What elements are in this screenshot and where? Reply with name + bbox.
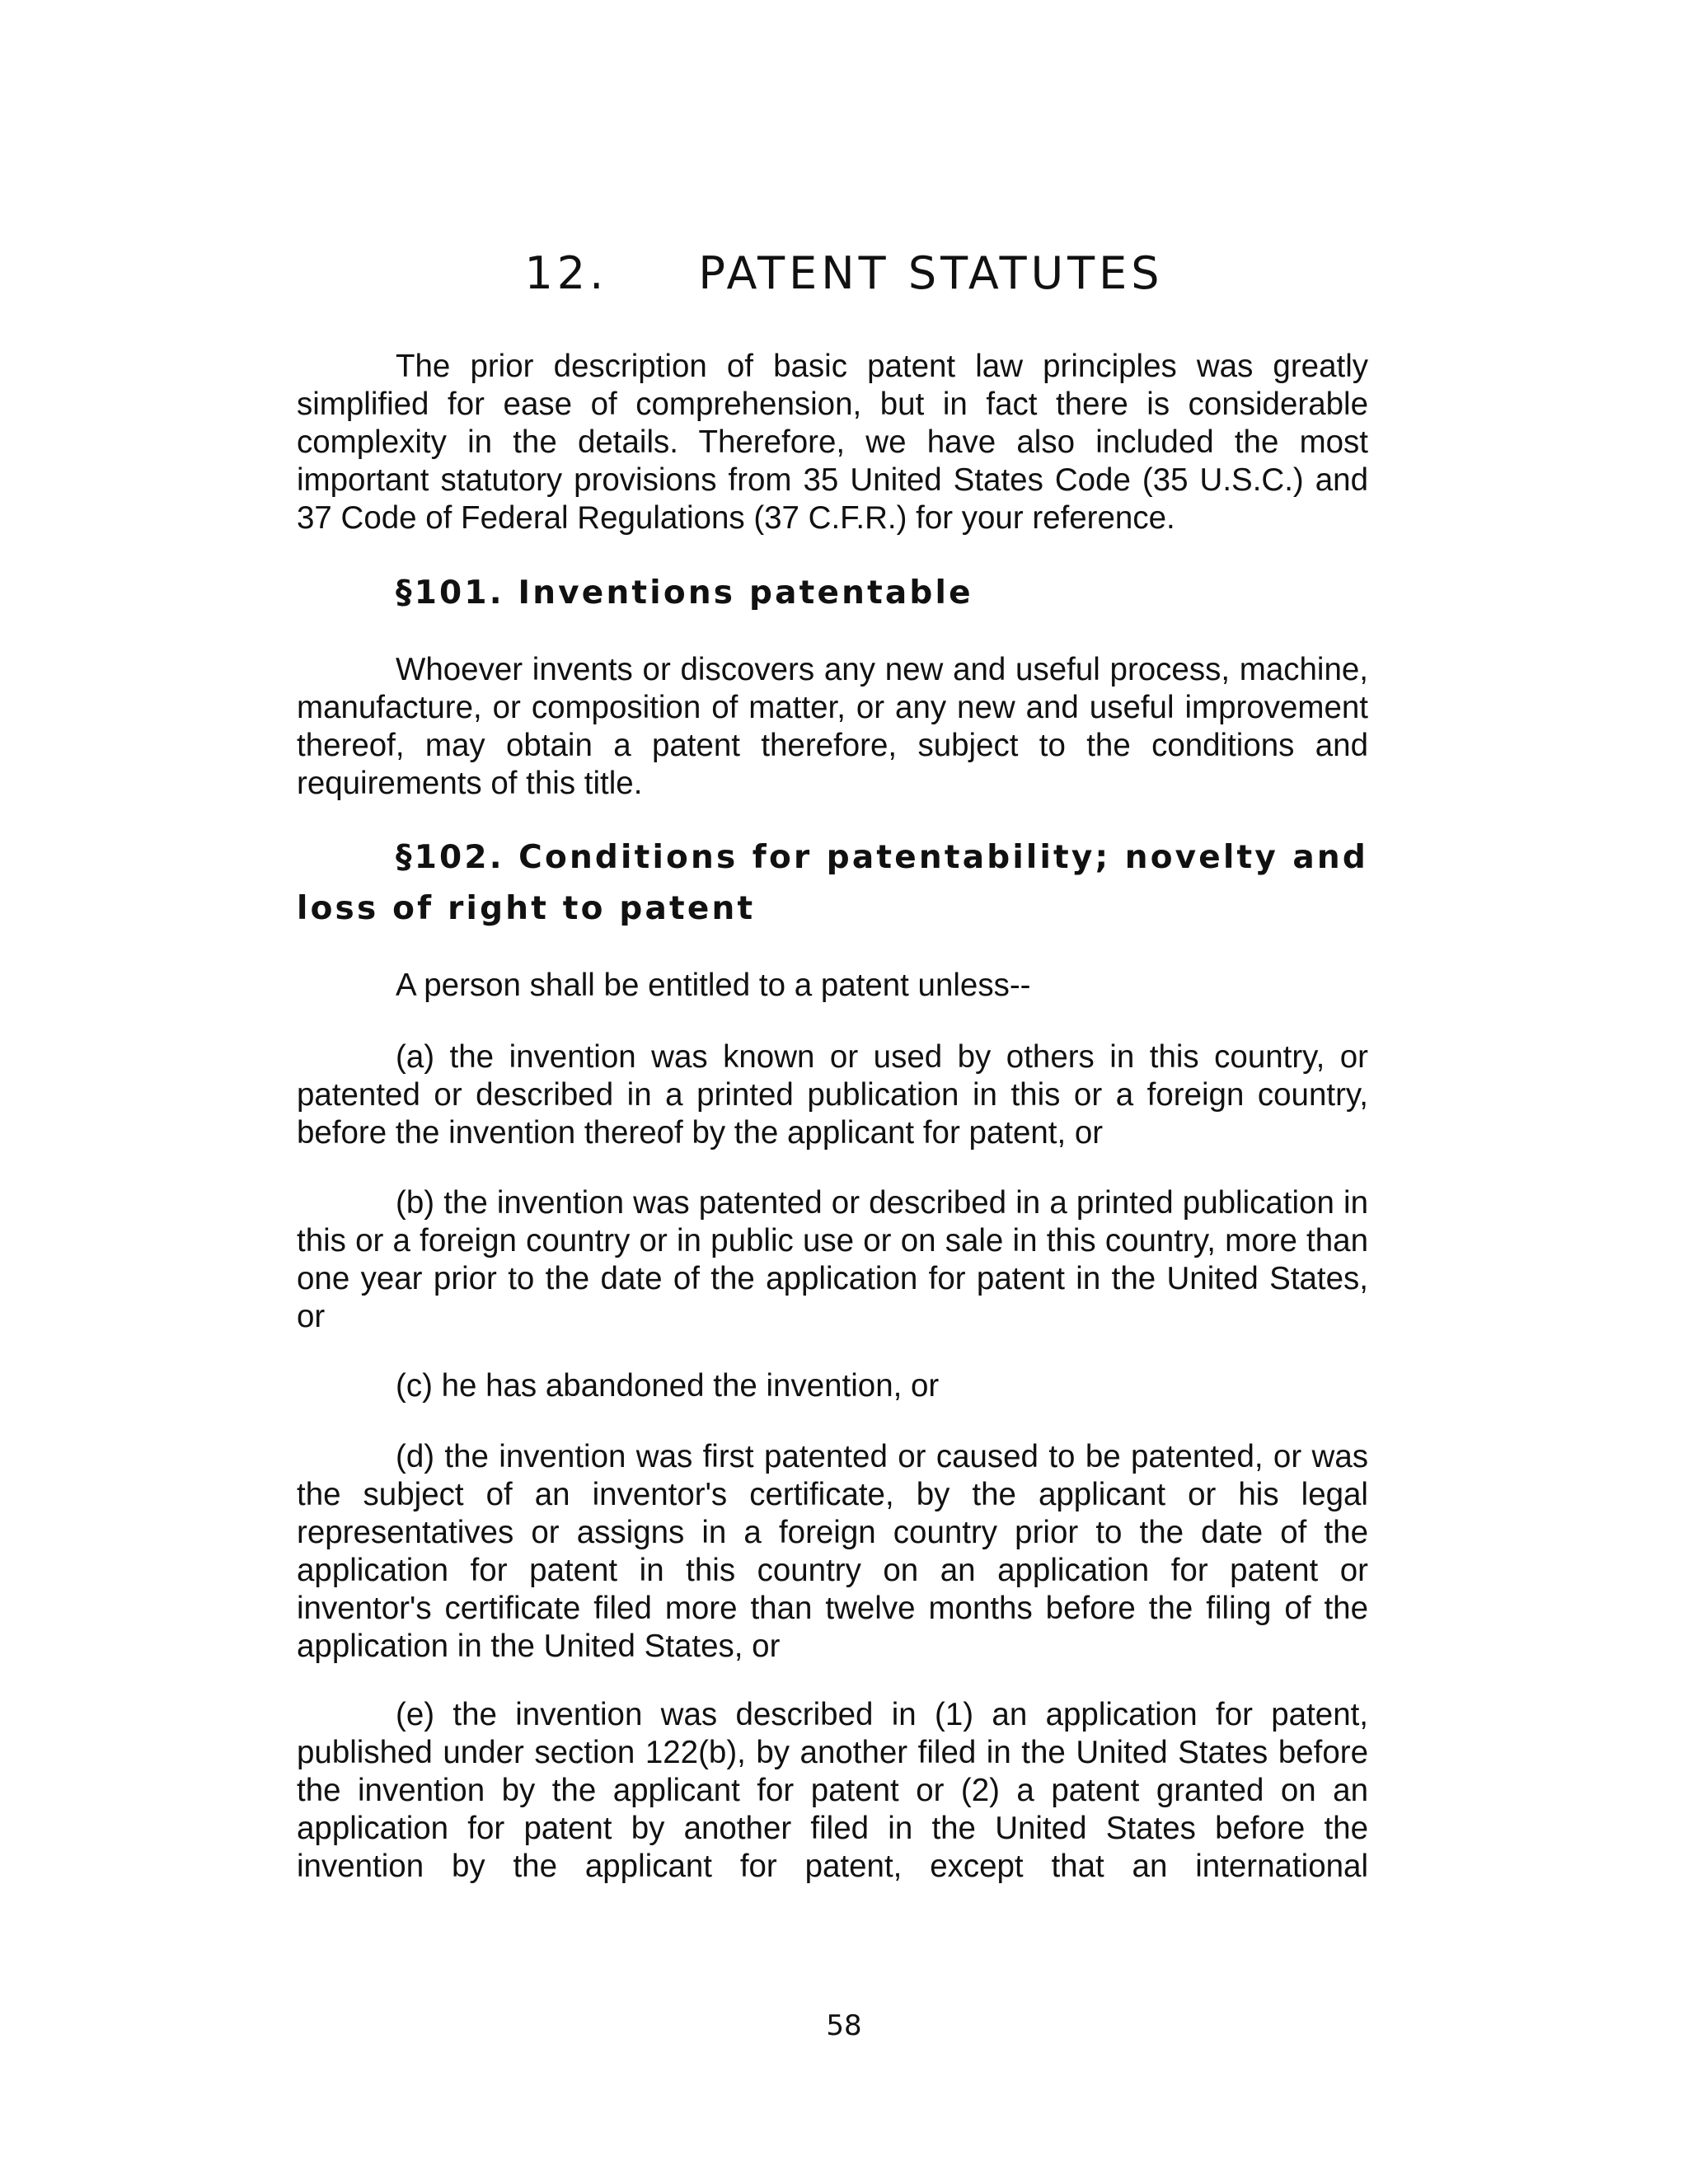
section-102-clause-c: (c) he has abandoned the invention, or bbox=[396, 1368, 940, 1404]
chapter-title-text: PATENT STATUTES bbox=[698, 247, 1164, 299]
intro-paragraph: The prior description of basic patent law principles was greatly simplified for ease of comprehension, but in fact there is considerable complexity in the details. Therefore, we have also included the most important statutory provisions from 35 United States Code (35 U.S.C.) and 37 Code of Federal Regulations (37 C.F.R.) for your reference. bbox=[297, 349, 1368, 536]
section-101-paragraph: Whoever invents or discovers any new and useful process, machine, manufacture, or composition of matter, or any new and useful improvement thereof, may obtain a patent therefore, subject to the conditions and requirements of this title. bbox=[297, 652, 1368, 801]
section-102-clause-a: (a) the invention was known or used by others in this country, or patented or described in a printed publication in this or a foreign country, before the invention thereof by the applicant for patent, or bbox=[297, 1039, 1368, 1151]
section-102-clause-b: (b) the invention was patented or described in a printed publication in this or a foreign country or in public use or on sale in this country, more than one year prior to the date of the application for patent in the United States, or bbox=[297, 1185, 1368, 1334]
page-number: 58 bbox=[826, 2009, 862, 2042]
chapter-title bbox=[0, 247, 1688, 299]
section-102-heading: §102. Conditions for patentability; novelty and loss of right to patent bbox=[297, 839, 1368, 927]
chapter-number: 12. bbox=[524, 247, 608, 299]
section-102-clause-d: (d) the invention was first patented or caused to be patented, or was the subject of an inventor's certificate, by the applicant or his legal representatives or assigns in a foreign country prior to the date of the application for patent in this country on an application for patent or inventor's certificate filed more than twelve months before the filing of the application in the United States, or bbox=[297, 1439, 1368, 1664]
section-102-intro: A person shall be entitled to a patent unless-- bbox=[396, 968, 1031, 1003]
section-101-heading: §101. Inventions patentable bbox=[396, 574, 973, 612]
section-102-clause-e: (e) the invention was described in (1) an application for patent, published under section 122(b), by another filed in the United States before the invention by the applicant for patent or (2) a patent granted on an application for patent by another filed in the United States before the invention by the applicant for patent, except that an international bbox=[297, 1697, 1368, 1884]
